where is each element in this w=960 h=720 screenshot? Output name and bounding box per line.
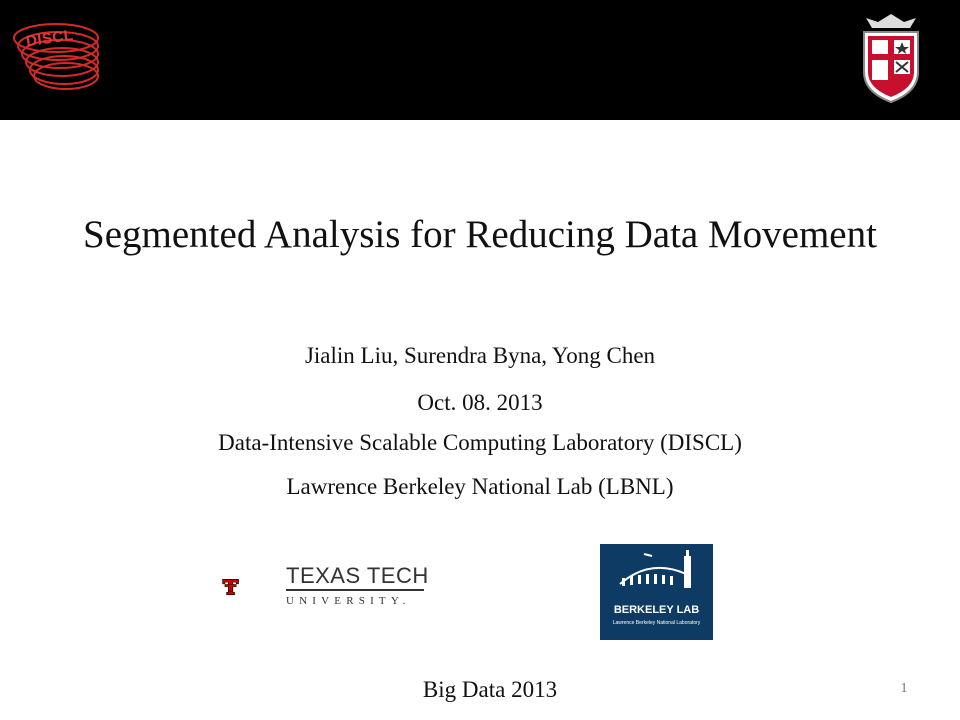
footer-event: Big Data 2013: [422, 677, 558, 702]
berkeley-lab-logo-name: BERKELEY LAB: [613, 604, 700, 616]
affiliation-discl: Data-Intensive Scalable Computing Laboratory (DISCL): [218, 430, 742, 455]
berkeley-lab-building-icon: [600, 544, 713, 604]
texas-tech-logo-sub: UNIVERSITY.: [286, 595, 411, 607]
header-bar: [0, 0, 960, 120]
texas-tech-double-t-icon: [222, 558, 282, 616]
berkeley-lab-logo-sub: Lawrence Berkeley National Laboratory: [612, 620, 701, 626]
discl-logo-icon: [8, 14, 104, 96]
affiliation-lbnl: Lawrence Berkeley National Lab (LBNL): [286, 474, 674, 499]
slide-number: 1: [900, 681, 908, 696]
berkeley-lab-logo: [600, 544, 713, 640]
discl-logo-text: DISCL: [25, 26, 75, 51]
presentation-date: Oct. 08. 2013: [417, 390, 543, 415]
slide-title: Segmented Analysis for Reducing Data Movement: [83, 213, 877, 256]
texas-tech-logo-rule: [286, 589, 424, 591]
texas-tech-logo-name: TEXAS TECH: [286, 563, 429, 588]
university-seal-icon: [856, 12, 926, 104]
authors: Jialin Liu, Surendra Byna, Yong Chen: [304, 343, 656, 368]
